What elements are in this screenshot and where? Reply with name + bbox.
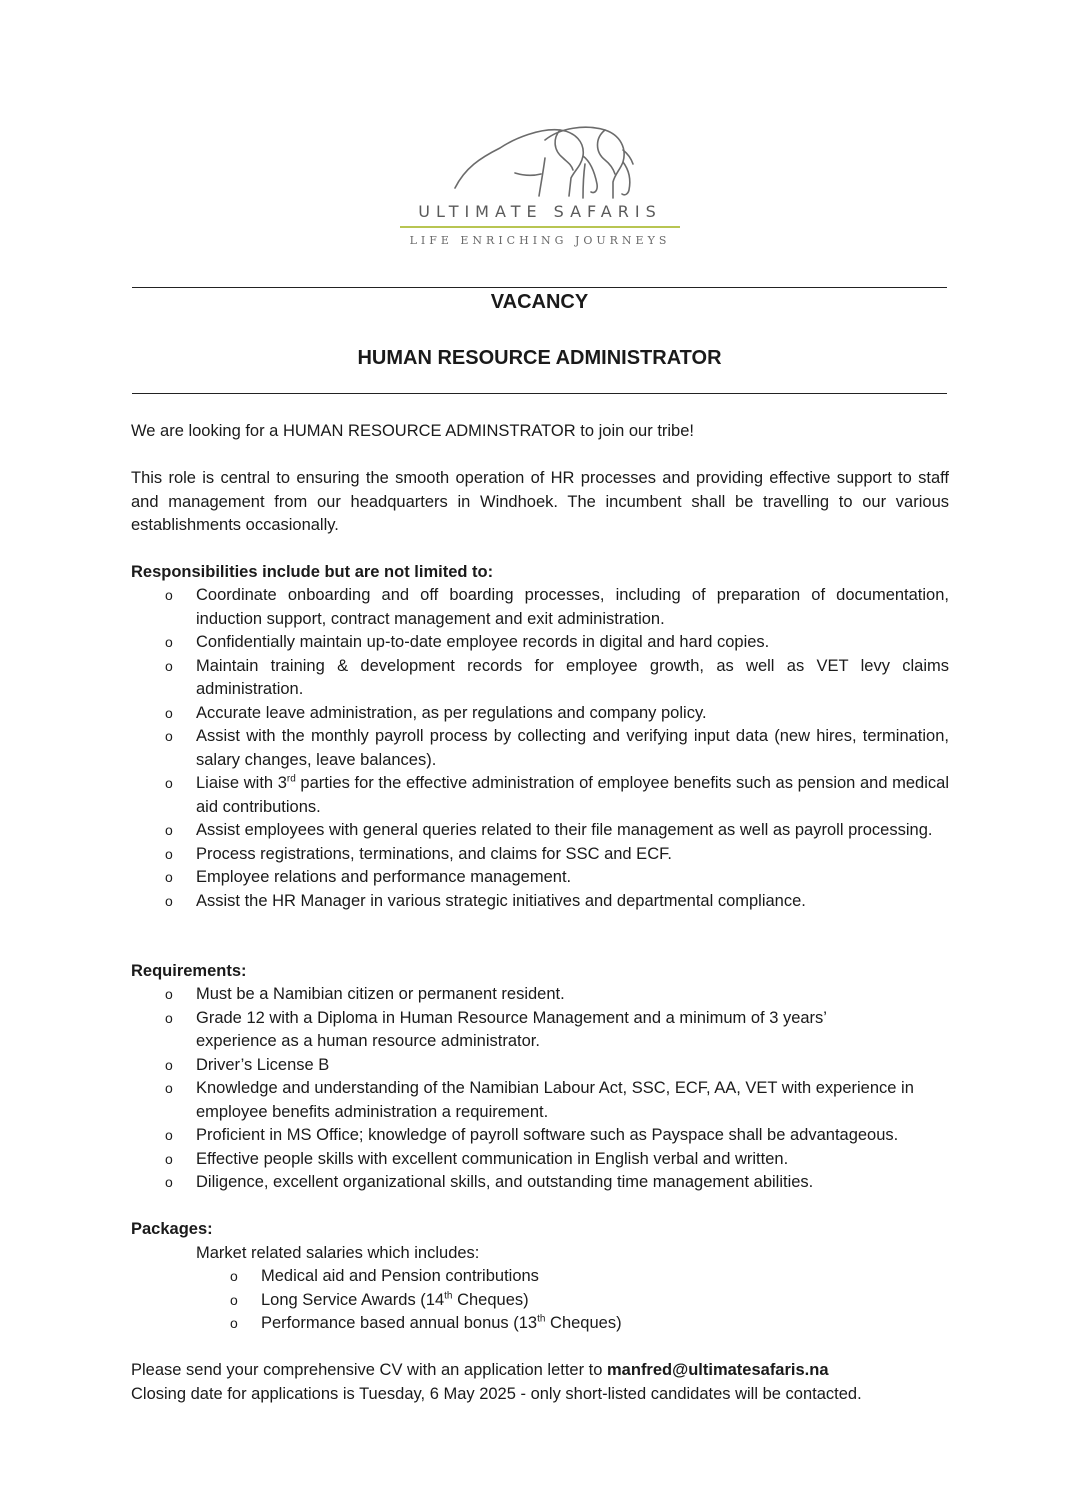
list-item-text: Grade 12 with a Diploma in Human Resource Management and a minimum of 3 years’ experience as a human resource administrator.	[196, 1008, 827, 1050]
email-link[interactable]: manfred@ultimatesafaris.na	[607, 1361, 829, 1379]
brand-tagline: LIFE ENRICHING JOURNEYS	[409, 234, 671, 247]
bullet-icon: o	[165, 634, 173, 650]
list-item-text: Employee relations and performance management.	[196, 868, 572, 886]
list-item	[131, 819, 949, 843]
list-item-text: Diligence, excellent organizational skills, and outstanding time management abilities.	[196, 1173, 814, 1191]
bullet-icon: o	[165, 1056, 173, 1073]
position-title: HUMAN RESOURCE ADMINISTRATOR	[357, 347, 722, 369]
list-item-text: Assist with the monthly payroll process by collecting and verifying input data (new hires, termination, salary changes, leave balances).	[196, 727, 949, 769]
bullet-icon: o	[165, 845, 173, 862]
list-item	[131, 1054, 943, 1078]
list-item-text: parties for the effective administration of employee benefits such as pension and medical aid contributions.	[196, 774, 949, 816]
bullet-icon: o	[165, 869, 173, 885]
list-item-text: Confidentially maintain up-to-date employee records in digital and hard copies.	[196, 633, 770, 651]
list-item-text: Driver’s License B	[196, 1055, 330, 1074]
bottom-divider	[132, 393, 947, 394]
list-item	[196, 1289, 896, 1313]
requirements-heading: Requirements:	[131, 962, 247, 980]
requirements-list	[131, 983, 943, 1195]
bullet-icon: o	[165, 657, 173, 674]
list-item-text: Coordinate onboarding and off boarding processes, including of preparation of documentation, induction support, contract management and exit administration.	[196, 586, 949, 628]
list-item-text: Liaise with 3	[196, 774, 287, 792]
list-item	[131, 890, 949, 914]
list-item	[131, 725, 949, 772]
superscript: rd	[286, 773, 296, 785]
list-item-text: Must be a Namibian citizen or permanent resident.	[196, 985, 565, 1003]
list-item	[196, 1312, 896, 1336]
bullet-icon: o	[165, 1080, 173, 1096]
bullet-icon: o	[165, 1174, 173, 1190]
list-item-text: Assist employees with general queries related to their file management as well as payroll processing.	[196, 821, 933, 839]
vacancy-title: VACANCY	[490, 291, 589, 313]
list-item-text: Process registrations, terminations, and claims for SSC and ECF.	[196, 844, 672, 863]
list-item-text: Proficient in MS Office; knowledge of payroll software such as Payspace shall be advantageous.	[196, 1126, 899, 1144]
closing-date: Closing date for applications is Tuesday, 6 May 2025 - only short-listed candidates will be contacted.	[131, 1385, 862, 1403]
list-item	[131, 772, 949, 819]
list-item	[131, 843, 949, 867]
list-item	[131, 866, 949, 890]
superscript: th	[444, 1290, 453, 1301]
packages-intro: Market related salaries which includes:	[196, 1244, 480, 1262]
bullet-icon: o	[165, 704, 173, 721]
list-item-text: Effective people skills with excellent communication in English verbal and written.	[196, 1149, 789, 1168]
list-item	[131, 1171, 943, 1195]
list-item	[131, 1148, 943, 1172]
list-item	[131, 631, 949, 655]
list-item-text: Assist the HR Manager in various strategic initiatives and departmental compliance.	[196, 891, 806, 910]
list-item-text: Maintain training & development records for employee growth, as well as VET levy claims administration.	[196, 656, 949, 698]
apply-line	[131, 1359, 949, 1383]
list-item-text: Cheques)	[545, 1314, 622, 1332]
bullet-icon: o	[230, 1268, 238, 1284]
intro-line: We are looking for a HUMAN RESOURCE ADMINSTRATOR to join our tribe!	[131, 422, 694, 440]
top-divider	[132, 287, 947, 288]
list-item	[131, 983, 943, 1007]
bullet-icon: o	[165, 822, 173, 838]
list-item	[131, 1124, 943, 1148]
packages-heading: Packages:	[131, 1220, 213, 1238]
list-item	[196, 1265, 896, 1289]
apply-text: Please send your comprehensive CV with an application letter to	[131, 1361, 608, 1379]
bullet-icon: o	[165, 1150, 173, 1167]
list-item	[131, 1077, 943, 1124]
list-item-text: Medical aid and Pension contributions	[261, 1267, 539, 1285]
bullet-icon: o	[230, 1315, 238, 1331]
elephants-logo-icon	[445, 118, 635, 200]
list-item-text: Performance based annual bonus (13	[261, 1314, 538, 1332]
list-item	[131, 702, 949, 726]
list-item-text: Accurate leave administration, as per regulations and company policy.	[196, 703, 707, 722]
list-item-text: Knowledge and understanding of the Namibian Labour Act, SSC, ECF, AA, VET with experience in employee benefits administration a requirement.	[196, 1079, 914, 1121]
bullet-icon: o	[165, 892, 173, 909]
responsibilities-heading: Responsibilities include but are not limited to:	[131, 563, 494, 581]
list-item	[131, 655, 949, 702]
list-item	[131, 1007, 943, 1054]
packages-list	[196, 1265, 896, 1336]
bullet-icon: o	[230, 1291, 238, 1308]
brand-name: ULTIMATE SAFARIS	[418, 202, 662, 221]
bullet-icon: o	[165, 728, 173, 744]
brand-underline	[400, 226, 680, 228]
bullet-icon: o	[165, 1009, 173, 1026]
responsibilities-list	[131, 584, 949, 913]
intro-paragraph: This role is central to ensuring the smooth operation of HR processes and providing effective support to staff and management from our headquarters in Windhoek. The incumbent shall be travelling to our various establishments occasionally.	[131, 469, 949, 534]
superscript: th	[537, 1313, 546, 1325]
bullet-icon: o	[165, 775, 173, 791]
list-item-text: Cheques)	[452, 1290, 529, 1309]
company-logo	[390, 118, 690, 258]
list-item	[131, 584, 949, 631]
bullet-icon: o	[165, 986, 173, 1002]
bullet-icon: o	[165, 1127, 173, 1143]
list-item-text: Long Service Awards (14	[261, 1290, 445, 1309]
bullet-icon: o	[165, 587, 173, 603]
